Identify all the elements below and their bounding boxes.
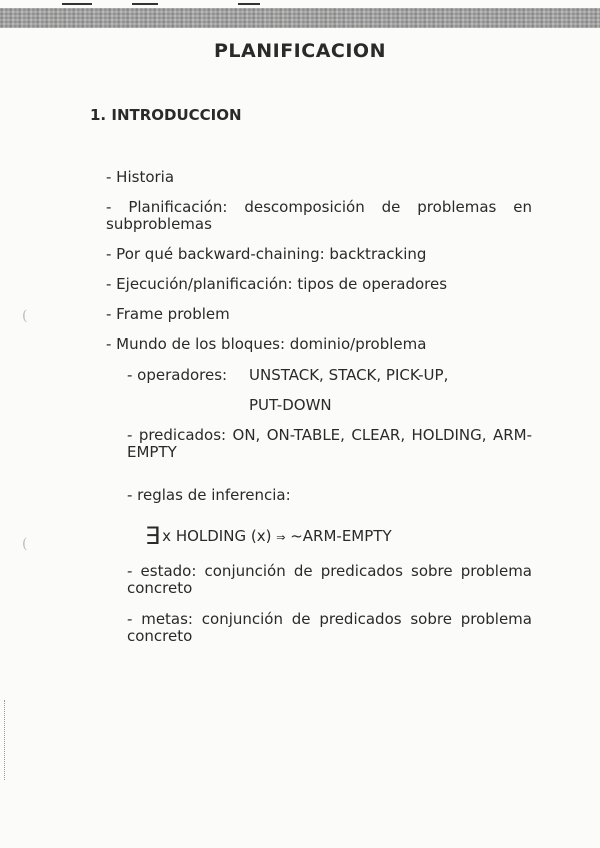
- state-item: - estado: conjunción de predicados sobre problema concreto: [127, 562, 532, 597]
- list-item: - Frame problem: [106, 305, 230, 323]
- margin-paren-mark: (: [22, 536, 28, 552]
- scan-margin-dots: [4, 700, 7, 780]
- inference-rules-item: - reglas de inferencia:: [127, 486, 291, 504]
- scan-noise-band: [0, 8, 600, 28]
- section-heading: 1. INTRODUCCION: [90, 106, 242, 124]
- list-item: - Mundo de los bloques: dominio/problema: [106, 335, 427, 353]
- operators-label: - operadores:: [127, 366, 228, 384]
- margin-paren-mark: (: [22, 308, 28, 324]
- operators-line-1: UNSTACK, STACK, PICK-UP,: [249, 366, 449, 384]
- page-title: PLANIFICACION: [214, 40, 386, 62]
- list-item: - Planificación: descomposición de problemas en subproblemas: [106, 198, 532, 233]
- list-item: - Por qué backward-chaining: backtracking: [106, 245, 427, 263]
- list-item: - Historia: [106, 168, 175, 186]
- implies-arrow: ⇒: [276, 531, 286, 544]
- goals-item: - metas: conjunción de predicados sobre problema concreto: [127, 610, 532, 645]
- formula-lhs: x HOLDING (x): [162, 527, 272, 545]
- operators-line-2: PUT-DOWN: [249, 396, 332, 414]
- scan-top-marks: [0, 0, 600, 8]
- list-item: - Ejecución/planificación: tipos de operadores: [106, 275, 448, 293]
- inference-formula: [145, 522, 392, 550]
- formula-rhs: ~ARM-EMPTY: [290, 527, 392, 545]
- predicates-item: - predicados: ON, ON-TABLE, CLEAR, HOLDING, ARM-EMPTY: [127, 426, 532, 461]
- exists-symbol: ∃: [145, 522, 161, 550]
